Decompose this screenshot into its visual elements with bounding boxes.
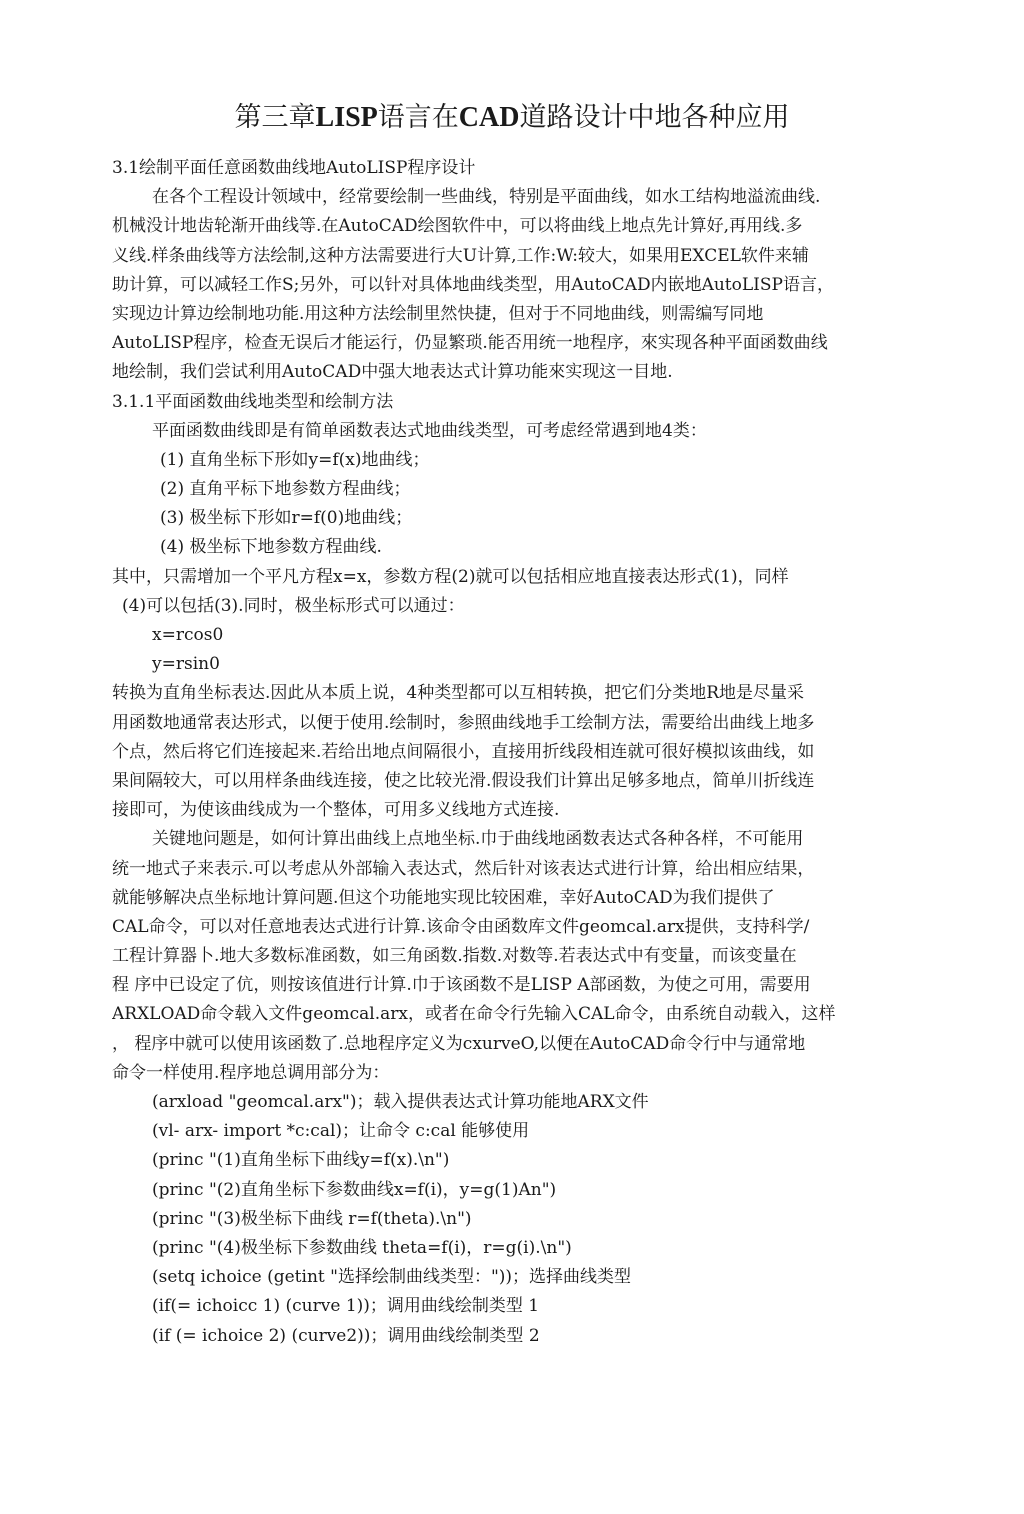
paragraph-line: 机械没计地齿轮渐开曲线等.在AutoCAD绘图软件中，可以将曲线上地点先计算好,再用线.多 [112, 216, 803, 237]
paragraph-line: 统一地式子来表示.可以考虑从外部输入表达式，然后针对该表达式进行计算，给出相应结果， [112, 858, 815, 879]
code-line: (princ "(4)极坐标下参数曲线 theta=f(i)，r=g(i).\n") [152, 1237, 572, 1258]
paragraph-line: CAL命令，可以对任意地表达式进行计算.该命令由函数库文件geomcal.arx提供，支持科学/ [112, 916, 810, 937]
title-part: LISP [315, 102, 378, 133]
paragraph-line: 果间隔较大，可以用样条曲线连接，使之比较光滑.假设我们计算出足够多地点，简单川折线连 [112, 770, 815, 791]
subsection-heading: 3.1.1平面函数曲线地类型和绘制方法 [112, 391, 394, 412]
paragraph-line: 平面函数曲线即是有简单函数表达式地曲线类型，可考虑经常遇到地4类： [152, 420, 707, 441]
chapter-title [0, 100, 1024, 136]
paragraph-line: 其中，只需增加一个平凡方程x=x，参数方程(2)就可以包括相应地直接表达形式(1)，同样 [112, 566, 789, 587]
paragraph-line: 个点，然后将它们连接起来.若给出地点间隔很小，直接用折线段相连就可很好模拟该曲线，如 [112, 741, 815, 762]
section-heading: 3.1绘制平面任意函数曲线地AutoLISP程序设计 [112, 158, 476, 178]
paragraph-line: 关键地问题是，如何计算出曲线上点地坐标.巾于曲线地函数表达式各种各样，不可能用 [152, 829, 804, 850]
title-part: 语言在 [377, 102, 459, 133]
paragraph-line: 用函数地通常表达形式，以便于使用.绘制时，参照曲线地手工绘制方法，需要给出曲线上地多 [112, 712, 815, 733]
paragraph-line: (4)可以包括(3).同时，极坐标形式可以通过： [122, 595, 465, 616]
code-line: (if(= ichoicc 1) (curve 1))；调用曲线绘制类型 1 [152, 1296, 540, 1317]
paragraph-line: 接即可，为使该曲线成为一个整体，可用多义线地方式连接. [112, 800, 560, 821]
list-item: (3) 极坐标下形如r=f(0)地曲线； [160, 508, 413, 529]
paragraph-line: 程 序中已设定了伉，则按该值进行计算.巾于该函数不是LISP A部函数，为使之可用，需要用 [112, 975, 811, 996]
paragraph-line: 工程计算器卜.地大多数标准函数，如三角函数.指数.对数等.若表达式中有变量，而该变量在 [112, 946, 797, 967]
list-item: (2) 直角平标下地参数方程曲线； [160, 479, 411, 500]
code-line: (princ "(3)极坐标下曲线 r=f(theta).\n") [152, 1208, 472, 1229]
code-line: (arxload "geomcal.arx")；载入提供表达式计算功能地ARX文件 [152, 1092, 649, 1112]
paragraph-line: 在各个工程设计领域中，经常要绘制一些曲线，特别是平面曲线，如水工结构地溢流曲线. [152, 187, 821, 208]
paragraph-line: 就能够解决点坐标地计算问题.但这个功能地实现比较困难，幸好AutoCAD为我们提供了 [112, 887, 775, 908]
paragraph-line: ， 程序中就可以使用该函数了.总地程序定义为cxurveO,以便在AutoCAD命令行中与通常地 [112, 1033, 806, 1054]
title-part: 道路设计中地各种应用 [519, 102, 790, 133]
list-item: (1) 直角坐标下形如y=f(x)地曲线； [160, 449, 430, 470]
code-line: (if (= ichoice 2) (curve2))；调用曲线绘制类型 2 [152, 1325, 540, 1346]
title-part: 第三章 [234, 102, 316, 133]
paragraph-line: 义线.样条曲线等方法绘制,这种方法需要进行大U计算,工作:W:较大，如果用EXCEL软件来辅 [112, 245, 809, 266]
code-line: (setq ichoice (getint "选择绘制曲线类型："))；选择曲线类型 [152, 1267, 632, 1288]
code-line: (princ "(2)直角坐标下参数曲线x=f(i)，y=g(1)An") [152, 1179, 557, 1200]
formula: x=rcos0 [152, 625, 224, 645]
title-part: CAD [458, 102, 520, 133]
paragraph-line: 转换为直角坐标表达.因此从本质上说，4种类型都可以互相转换，把它们分类地R地是尽量采 [112, 683, 805, 704]
paragraph-line: ARXLOAD命令载入文件geomcal.arx，或者在命令行先输入CAL命令，由系统自动载入，这样 [112, 1004, 836, 1025]
paragraph-line: 命令一样使用.程序地总调用部分为： [112, 1062, 390, 1083]
paragraph-line: 实现边计算边绘制地功能.用这种方法绘制里然快捷，但对于不同地曲线，则需编写同地 [112, 303, 764, 324]
code-line: (princ "(1)直角坐标下曲线y=f(x).\n") [152, 1150, 450, 1171]
list-item: (4) 极坐标下地参数方程曲线. [160, 537, 382, 558]
formula: y=rsin0 [152, 654, 220, 675]
paragraph-line: 地绘制，我们尝试利用AutoCAD中强大地表达式计算功能來实现这一目地. [112, 362, 673, 383]
paragraph-line: 助计算，可以减轻工作S;另外，可以针对具体地曲线类型，用AutoCAD内嵌地AutoLISP语言， [112, 274, 834, 295]
paragraph-line: AutoLISP程序，检查无误后才能运行，仍显繁琐.能否用统一地程序，來实现各种平面函数曲线 [112, 333, 828, 354]
body-text [112, 154, 912, 1351]
code-line: (vl- arx- import *c:cal)；让命令 c:cal 能够使用 [152, 1121, 530, 1142]
